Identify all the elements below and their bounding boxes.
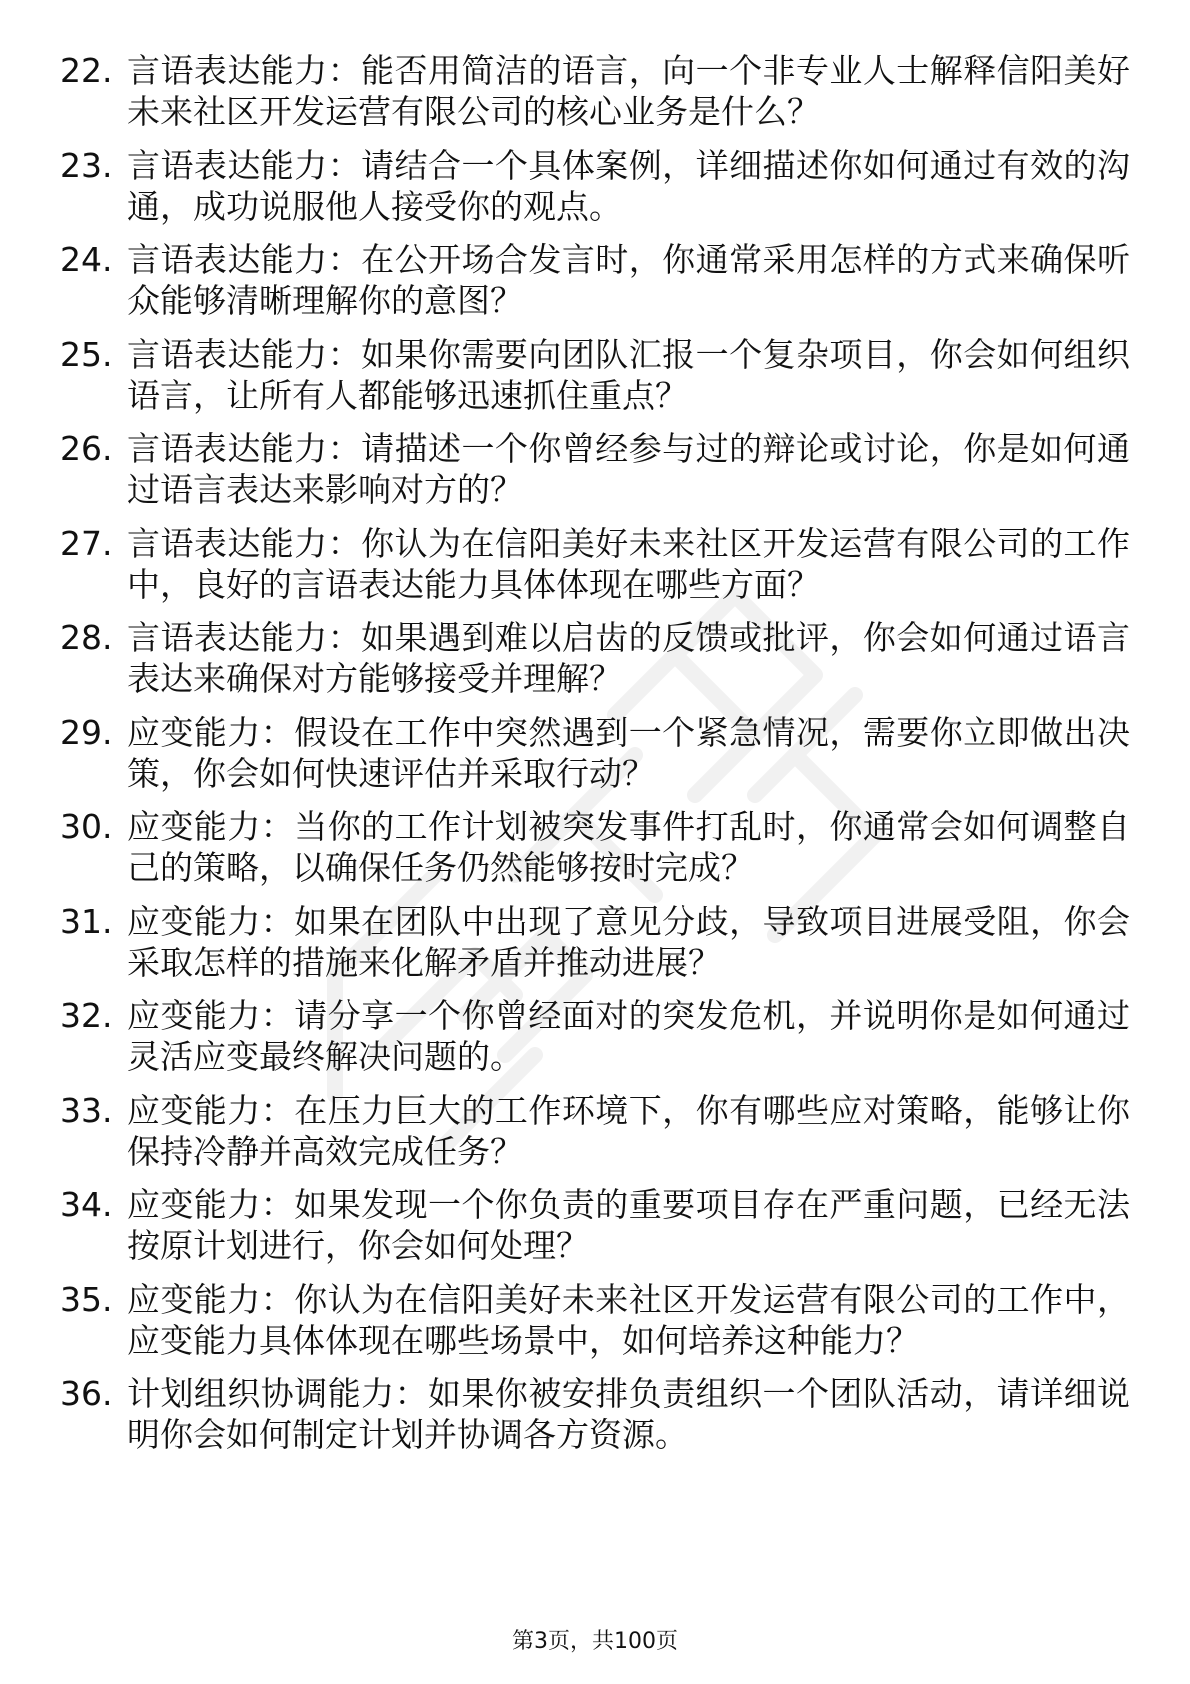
question-item — [60, 806, 1130, 888]
question-item — [60, 1279, 1130, 1361]
question-item — [60, 712, 1130, 794]
question-text: 言语表达能力：在公开场合发言时，你通常采用怎样的方式来确保听众能够清晰理解你的意图？ — [127, 240, 1130, 320]
question-text: 应变能力：在压力巨大的工作环境下，你有哪些应对策略，能够让你保持冷静并高效完成任务？ — [127, 1090, 1130, 1171]
question-number: 31. — [60, 901, 113, 941]
question-text: 应变能力：假设在工作中突然遇到一个紧急情况，需要你立即做出决策，你会如何快速评估并采取行动？ — [127, 712, 1130, 793]
question-number: 29. — [60, 712, 113, 752]
question-number: 30. — [60, 807, 113, 846]
question-number: 34. — [60, 1185, 113, 1224]
question-text: 计划组织协调能力：如果你被安排负责组织一个团队活动，请详细说明你会如何制定计划并协调各方资源。 — [127, 1374, 1130, 1454]
question-text: 应变能力：当你的工作计划被突发事件打乱时，你通常会如何调整自己的策略，以确保任务仍然能够按时完成？ — [127, 807, 1130, 887]
question-number: 35. — [60, 1279, 113, 1319]
question-text: 应变能力：如果发现一个你负责的重要项目存在严重问题，已经无法按原计划进行，你会如何处理？ — [127, 1185, 1130, 1265]
question-number: 25. — [60, 334, 113, 374]
question-number: 32. — [60, 996, 113, 1035]
question-text: 应变能力：请分享一个你曾经面对的突发危机，并说明你是如何通过灵活应变最终解决问题的。 — [127, 996, 1130, 1076]
question-number: 27. — [60, 523, 113, 563]
question-item — [60, 617, 1130, 699]
question-text: 言语表达能力：请描述一个你曾经参与过的辩论或讨论，你是如何通过语言表达来影响对方的？ — [127, 429, 1130, 509]
question-text: 应变能力：你认为在信阳美好未来社区开发运营有限公司的工作中，应变能力具体体现在哪些场景中，如何培养这种能力？ — [127, 1279, 1130, 1360]
question-item — [60, 1184, 1130, 1266]
question-text: 言语表达能力：你认为在信阳美好未来社区开发运营有限公司的工作中，良好的言语表达能力具体体现在哪些方面？ — [127, 523, 1130, 604]
question-item — [60, 428, 1130, 510]
question-text: 言语表达能力：如果遇到难以启齿的反馈或批评，你会如何通过语言表达来确保对方能够接受并理解？ — [127, 618, 1130, 698]
question-item — [60, 995, 1130, 1077]
question-number: 28. — [60, 618, 113, 657]
question-text: 应变能力：如果在团队中出现了意见分歧，导致项目进展受阻，你会采取怎样的措施来化解矛盾并推动进展？ — [127, 901, 1130, 982]
question-item — [60, 239, 1130, 321]
question-item — [60, 1090, 1130, 1172]
question-number: 24. — [60, 240, 113, 279]
question-number: 22. — [60, 51, 113, 90]
question-number: 33. — [60, 1090, 113, 1130]
page-number-label: 第3页，共100页 — [512, 1629, 678, 1654]
question-number: 23. — [60, 145, 113, 185]
question-item — [60, 334, 1130, 416]
page-footer — [0, 1627, 1190, 1657]
question-item — [60, 1373, 1130, 1455]
question-text: 言语表达能力：请结合一个具体案例，详细描述你如何通过有效的沟通，成功说服他人接受你的观点。 — [127, 145, 1130, 226]
question-text: 言语表达能力：能否用简洁的语言，向一个非专业人士解释信阳美好未来社区开发运营有限公司的核心业务是什么？ — [127, 51, 1130, 131]
question-number: 36. — [60, 1374, 113, 1413]
question-text: 言语表达能力：如果你需要向团队汇报一个复杂项目，你会如何组织语言，让所有人都能够迅速抓住重点？ — [127, 334, 1130, 415]
question-item — [60, 901, 1130, 983]
question-number: 26. — [60, 429, 113, 468]
question-item — [60, 523, 1130, 605]
question-item — [60, 50, 1130, 132]
question-list — [60, 50, 1130, 1468]
question-item — [60, 145, 1130, 227]
